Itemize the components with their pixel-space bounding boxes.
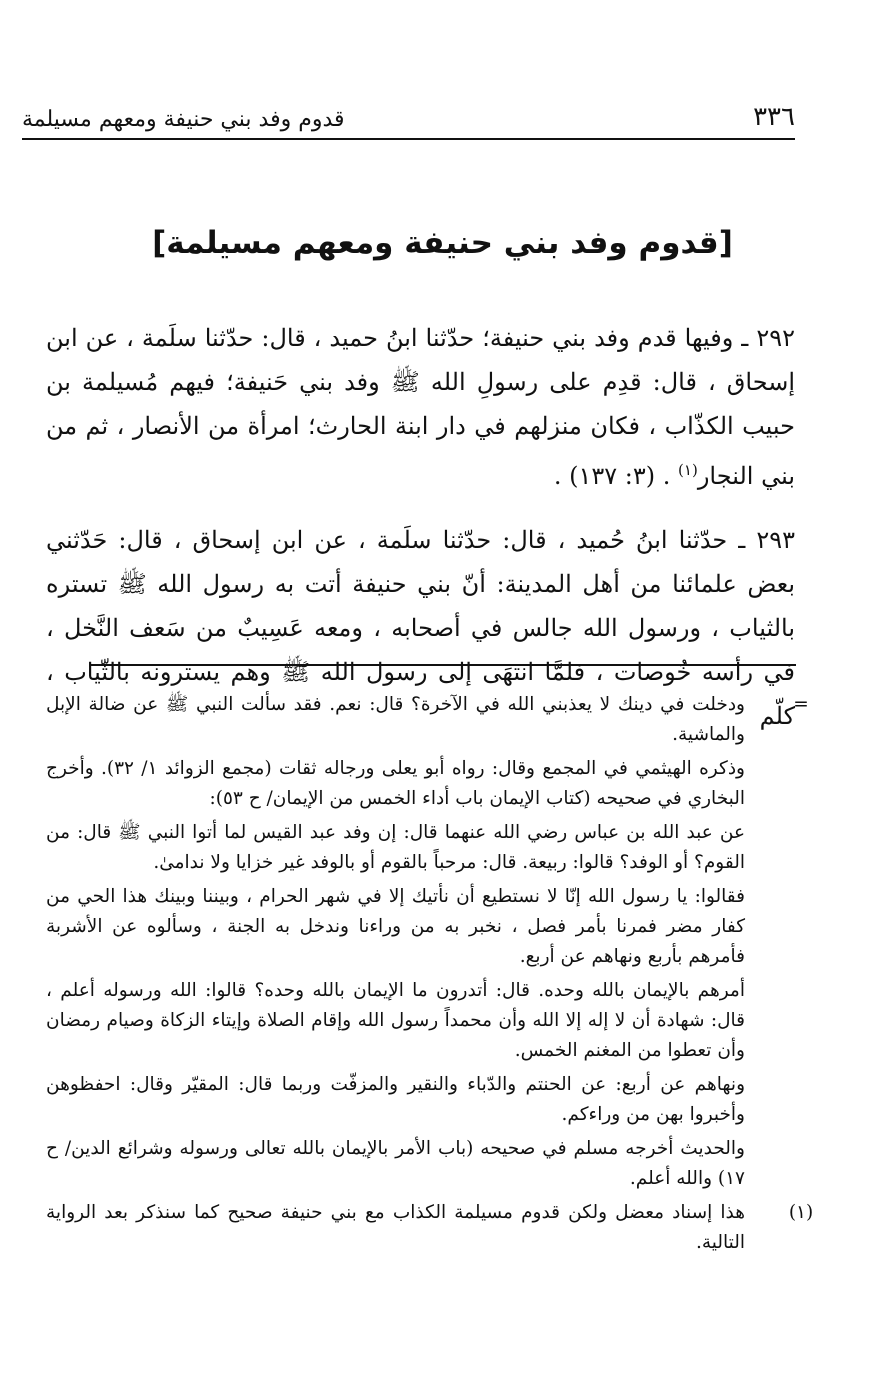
section-title: [قدوم وفد بني حنيفة ومعهم مسيلمة] bbox=[152, 225, 733, 261]
paragraph-citation: . (٣: ١٣٧) . bbox=[553, 462, 671, 490]
footnote-paragraph: عن عبد الله بن عباس رضي الله عنهما قال: إن وفد عبد القيس لما أتوا النبي ﷺ قال: من القوم؟ أو الوفد؟ قالوا: ربيعة. قال: مرحباً بالقوم أو بالوفد غير خزايا ولا ندامىٰ. bbox=[46, 822, 745, 873]
running-title: قدوم وفد بني حنيفة ومعهم مسيلمة bbox=[22, 107, 345, 132]
page-header bbox=[22, 96, 795, 140]
footnote-number: (١) bbox=[788, 1202, 814, 1223]
footnote-paragraph: أمرهم بالإيمان بالله وحده. قال: أتدرون ما الإيمان بالله وحده؟ قالوا: الله ورسوله أعلم ، قال: شهادة أن لا إله إلا الله وأن محمداً رسول الله وإقام الصلاة وإيتاء الزكاة وصيام رمضان وأن تعطوا من المغنم الخمس. bbox=[46, 980, 745, 1061]
footnote-continuation bbox=[46, 690, 835, 1194]
continuation-marker: = bbox=[793, 694, 809, 715]
paragraph-text: ٢٩٢ ـ وفيها قدم وفد بني حنيفة؛ حدّثنا ابنُ حميد ، قال: حدّثنا سلَمة ، عن ابن إسحاق ، قال: قدِم على رسولِ الله ﷺ وفد بني حَنيفة؛ فيهم مُسيلمة بن حبيب الكذّاب ، فكان منزلهم في دار ابنة الحارث؛ امرأة من الأنصار ، ثم من بني النجار bbox=[46, 324, 796, 490]
footnotes bbox=[46, 690, 835, 1262]
footnote-paragraph: ودخلت في دينك لا يعذبني الله في الآخرة؟ قال: نعم. فقد سألت النبي ﷺ عن ضالة الإبل والماشية. bbox=[46, 694, 745, 745]
footnote-paragraph: ونهاهم عن أربع: عن الحنتم والدّباء والنقير والمزفّت وربما قال: المقيّر وقال: احفظوهن وأخبروا بهن من وراءكم. bbox=[46, 1074, 745, 1125]
body-paragraph-292 bbox=[46, 316, 795, 498]
footnote-paragraph: فقالوا: يا رسول الله إنّا لا نستطيع أن نأتيك إلا في شهر الحرام ، وبيننا وبينك هذا الحي من كفار مضر فمرنا بأمر فصل ، نخبر به من وراءنا وندخل به الجنة ، وسألوه عن الأشربة فأمرهم بأربع ونهاهم عن أربع. bbox=[46, 886, 745, 967]
page-number: ٣٣٦ bbox=[753, 102, 795, 132]
footnote-ref[interactable]: (١) bbox=[678, 461, 698, 479]
footnote-1 bbox=[46, 1198, 835, 1258]
paragraph-text: ٢٩٣ ـ حدّثنا ابنُ حُميد ، قال: حدّثنا سلَمة ، عن ابن إسحاق ، قال: حَدّثني بعض علمائنا من أهل المدينة: أنّ بني حنيفة أتت به رسول الله ﷺ تستره بالثياب ، ورسول الله جالس في أصحابه ، ومعه عَسِيبٌ من سَعف النَّخل ، في رأسه خُوصات ، فلمَّا انتهَى إلى رسول الله ﷺ وهم يسترونه بالثّياب ، كلّم bbox=[46, 526, 796, 730]
footnote-divider bbox=[90, 664, 796, 666]
footnote-paragraph: هذا إسناد معضل ولكن قدوم مسيلمة الكذاب مع بني حنيفة صحيح كما سنذكر بعد الرواية التالية. bbox=[46, 1202, 745, 1253]
footnote-paragraph: والحديث أخرجه مسلم في صحيحه (باب الأمر بالإيمان بالله تعالى ورسوله وشرائع الدين/ ح ١٧) والله أعلم. bbox=[46, 1138, 745, 1189]
footnote-paragraph: وذكره الهيثمي في المجمع وقال: رواه أبو يعلى ورجاله ثقات (مجمع الزوائد ١/ ٣٢). وأخرج البخاري في صحيحه (كتاب الإيمان باب أداء الخمس من الإيمان/ ح ٥٣): bbox=[46, 758, 745, 809]
